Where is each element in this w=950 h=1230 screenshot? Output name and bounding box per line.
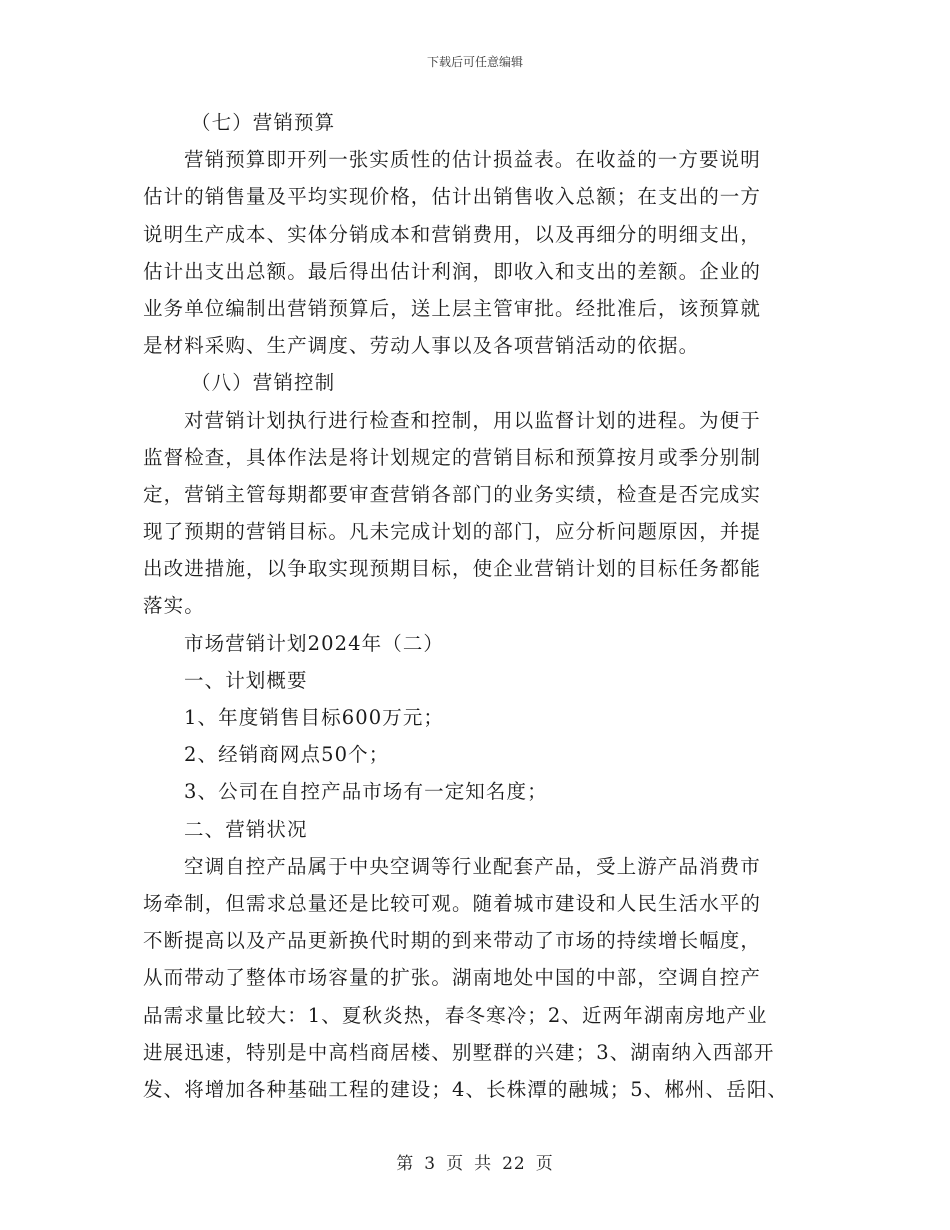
document-body bbox=[143, 104, 805, 1108]
text-line: 估计的销售量及平均实现价格，估计出销售收入总额；在支出的一方 bbox=[143, 185, 762, 209]
text-line: 场牵制，但需求总量还是比较可观。随着城市建设和人民生活水平的 bbox=[143, 891, 762, 915]
text-line: 3、公司在自控产品市场有一定知名度； bbox=[184, 780, 548, 804]
footer-suffix: 页 bbox=[535, 1154, 554, 1174]
text-line: 业务单位编制出营销预算后，送上层主管审批。经批准后，该预算就 bbox=[143, 296, 762, 320]
text-line: 空调自控产品属于中央空调等行业配套产品，受上游产品消费市 bbox=[184, 854, 761, 878]
text-line: 现了预期的营销目标。凡未完成计划的部门，应分析问题原因，并提 bbox=[143, 520, 762, 544]
footer-prefix: 第 bbox=[396, 1154, 415, 1174]
text-line: 二、营销状况 bbox=[184, 817, 308, 841]
page-footer bbox=[0, 1153, 950, 1175]
text-line: 不断提高以及产品更新换代时期的到来带动了市场的持续增长幅度， bbox=[143, 929, 762, 953]
text-line: 一、计划概要 bbox=[184, 668, 308, 692]
text-line: 落实。 bbox=[143, 594, 205, 618]
text-line: 监督检查，具体作法是将计划规定的营销目标和预算按月或季分别制 bbox=[143, 445, 762, 469]
text-line: （八）营销控制 bbox=[191, 371, 336, 395]
text-line: 进展迅速，特别是中高档商居楼、别墅群的兴建；3、湖南纳入西部开 bbox=[143, 1040, 775, 1064]
text-line: 说明生产成本、实体分销成本和营销费用，以及再细分的明细支出， bbox=[143, 222, 762, 246]
text-line: 估计出支出总额。最后得出估计利润，即收入和支出的差额。企业的 bbox=[143, 259, 762, 283]
text-line: 对营销计划执行进行检查和控制，用以监督计划的进程。为便于 bbox=[184, 408, 761, 432]
text-line: 市场营销计划2024年（二） bbox=[184, 631, 445, 655]
text-line: 定，营销主管每期都要审查营销各部门的业务实绩，检查是否完成实 bbox=[143, 482, 762, 506]
footer-total-pages: 22 bbox=[502, 1154, 526, 1174]
page-header: 下载后可任意编辑 bbox=[426, 55, 523, 69]
text-line: 是材料采购、生产调度、劳动人事以及各项营销活动的依据。 bbox=[143, 334, 700, 358]
footer-page-number: 3 bbox=[424, 1154, 437, 1174]
text-line: 2、经销商网点50个； bbox=[184, 743, 390, 767]
text-line: 品需求量比较大：1、夏秋炎热，春冬寒冷；2、近两年湖南房地产业 bbox=[143, 1003, 768, 1027]
footer-total-word: 共 bbox=[474, 1154, 493, 1174]
text-line: 从而带动了整体市场容量的扩张。湖南地处中国的中部，空调自控产 bbox=[143, 966, 762, 990]
text-line: 1、年度销售目标600万元； bbox=[184, 706, 445, 729]
text-line: 发、将增加各种基础工程的建设；4、长株潭的融城；5、郴州、岳阳、 bbox=[143, 1077, 789, 1101]
text-line: （七）营销预算 bbox=[191, 111, 336, 134]
text-line: 出改进措施，以争取实现预期目标，使企业营销计划的目标任务都能 bbox=[143, 557, 762, 581]
footer-page-word: 页 bbox=[446, 1154, 465, 1174]
text-line: 营销预算即开列一张实质性的估计损益表。在收益的一方要说明 bbox=[184, 148, 761, 172]
